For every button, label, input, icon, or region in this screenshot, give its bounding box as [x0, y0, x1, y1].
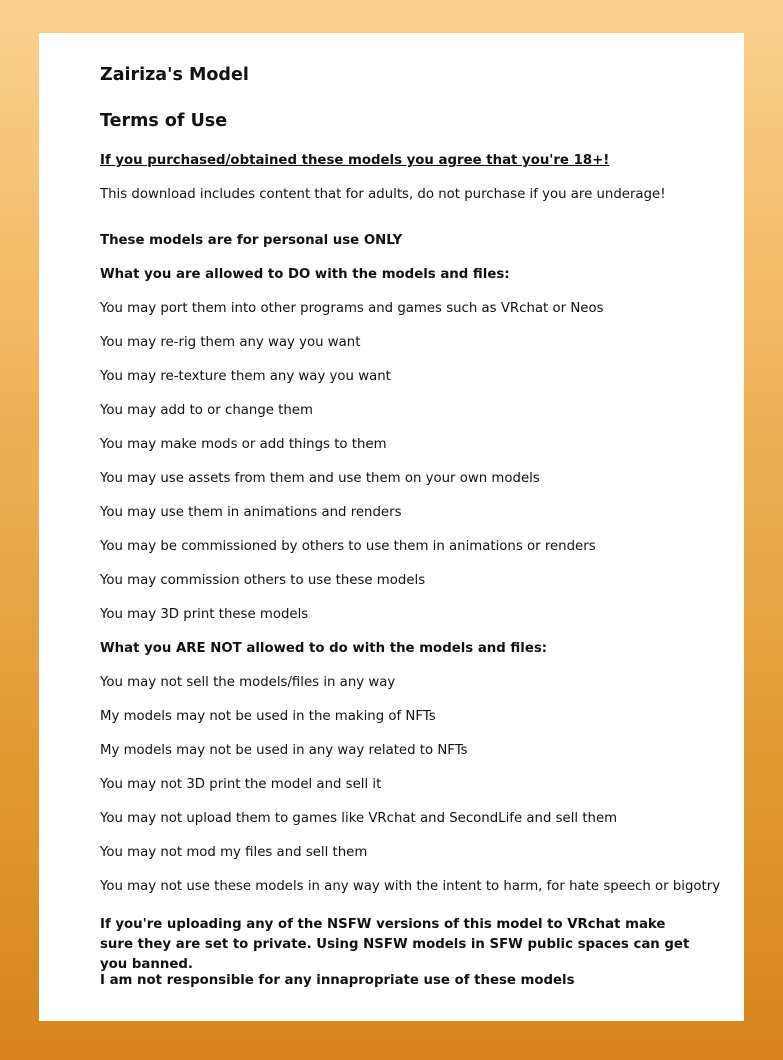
adult-warning: This download includes content that for adults, do not purchase if you are underage! — [100, 187, 666, 202]
allowed-item: You may make mods or add things to them — [100, 437, 387, 452]
allowed-item: You may port them into other programs and games such as VRchat or Neos — [100, 301, 604, 316]
age-notice: If you purchased/obtained these models you agree that you're 18+! — [100, 153, 610, 168]
allowed-item: You may use them in animations and renders — [100, 505, 402, 520]
not-allowed-item: You may not mod my files and sell them — [100, 845, 368, 860]
not-allowed-item: My models may not be used in any way related to NFTs — [100, 743, 468, 758]
not-allowed-item: My models may not be used in the making of NFTs — [100, 709, 436, 724]
allowed-item: You may use assets from them and use them on your own models — [100, 471, 540, 486]
not-allowed-item: You may not sell the models/files in any way — [100, 675, 396, 690]
not-allowed-item: You may not upload them to games like VRchat and SecondLife and sell them — [100, 811, 618, 826]
not-allowed-item: You may not 3D print the model and sell it — [100, 777, 382, 792]
not-allowed-heading: What you ARE NOT allowed to do with the models and files: — [100, 641, 548, 656]
allowed-item: You may 3D print these models — [100, 607, 309, 622]
allowed-heading: What you are allowed to DO with the models and files: — [100, 267, 510, 282]
not-allowed-item: You may not use these models in any way with the intent to harm, for hate speech or bigotry — [100, 879, 721, 894]
allowed-item: You may re-rig them any way you want — [100, 335, 361, 350]
document-page — [39, 33, 744, 1021]
disclaimer: I am not responsible for any innapropriate use of these models — [100, 973, 575, 988]
personal-use-notice: These models are for personal use ONLY — [100, 233, 403, 248]
allowed-item: You may add to or change them — [100, 403, 313, 418]
allowed-item: You may commission others to use these models — [100, 573, 426, 588]
terms-title: Terms of Use — [100, 111, 228, 131]
nsfw-notice: If you're uploading any of the NSFW versions of this model to VRchat make sure they are set to private. Using NSFW models in SFW public spaces can get you banned. — [100, 917, 690, 972]
allowed-item: You may be commissioned by others to use them in animations or renders — [100, 539, 596, 554]
model-title: Zairiza's Model — [100, 65, 249, 85]
allowed-item: You may re-texture them any way you want — [100, 369, 391, 384]
